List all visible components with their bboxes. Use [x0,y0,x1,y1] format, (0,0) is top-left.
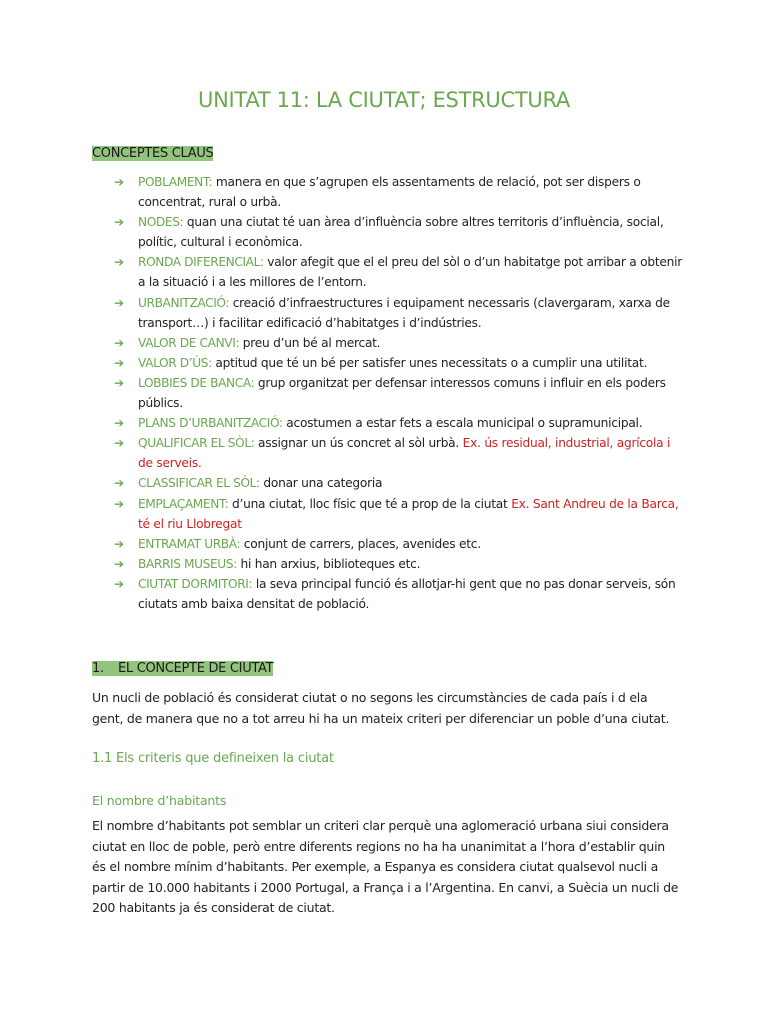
arrow-right-icon: ➔ [114,476,124,491]
concept-item [92,534,682,554]
arrow-right-icon: ➔ [114,496,124,511]
concept-term: PLANS D’URBANITZACIÓ: [138,416,283,431]
arrow-right-icon: ➔ [114,255,124,270]
concept-item [92,293,682,333]
arrow-right-icon: ➔ [114,536,124,551]
arrow-right-icon: ➔ [114,576,124,591]
subsubsection-heading: El nombre d’habitants [92,793,227,808]
concept-term: EMPLAÇAMENT: [138,496,229,511]
concept-item [92,473,682,493]
concept-item [92,554,682,574]
arrow-right-icon: ➔ [114,556,124,571]
concept-item [92,413,682,433]
concept-definition: d’una ciutat, lloc físic que té a prop de la ciutat [228,496,512,511]
concept-definition: hi han arxius, biblioteques etc. [236,556,421,571]
concept-term: LOBBIES DE BANCA: [138,375,255,390]
concept-definition: manera en que s’agrupen els assentaments de relació, pot ser dispers o concentrat, rural o urbà. [138,175,641,210]
subsection-heading: 1.1 Els criteris que defineixen la ciutat [92,751,334,766]
concept-item [92,252,682,292]
section1-heading [92,661,273,676]
arrow-right-icon: ➔ [114,355,124,370]
concept-definition: la seva principal funció és allotjar-hi gent que no pas donar serveis, són ciutats amb baixa densitat de població. [138,576,676,611]
concept-definition: creació d’infraestructures i equipament necessaris (clavergaram, xarxa de transport…) i facilitar edificació d’habitatges i d’indústries. [138,295,670,330]
concept-definition: preu d’un bé al mercat. [239,335,381,350]
concept-item [92,373,682,413]
arrow-right-icon: ➔ [114,335,124,350]
concept-term: VALOR D’ÚS: [138,355,212,370]
concepts-list [92,172,682,614]
concept-term: QUALIFICAR EL SÒL: [138,436,255,451]
concepts-heading-text: CONCEPTES CLAUS [92,146,214,161]
concept-term: RONDA DIFERENCIAL: [138,255,264,270]
concept-definition: donar una categoria [259,476,383,491]
concept-example: Ex. Sant Andreu de la Barca, té el riu Llobregat [138,496,679,531]
concept-item [92,353,682,373]
concept-item [92,212,682,252]
arrow-right-icon: ➔ [114,215,124,230]
concept-example: Ex. ús residual, industrial, agrícola i de serveis. [138,436,671,471]
concept-term: ENTRAMAT URBÀ: [138,536,241,551]
page-title: UNITAT 11: LA CIUTAT; ESTRUCTURA [198,88,570,112]
concept-term: BARRIS MUSEUS: [138,556,237,571]
section1-number: 1. [92,661,104,676]
concept-definition: conjunt de carrers, places, avenides etc. [240,536,481,551]
concept-item [92,333,682,353]
concept-item [92,172,682,212]
concept-item [92,433,682,473]
concepts-heading [92,146,213,161]
concept-definition: acostumen a estar fets a escala municipal o supramunicipal. [282,416,643,431]
arrow-right-icon: ➔ [114,175,124,189]
concept-item [92,574,682,614]
concept-term: CIUTAT DORMITORI: [138,576,253,591]
section1-heading-text [92,661,273,676]
concept-term: CLASSIFICAR EL SÒL: [138,476,260,491]
arrow-right-icon: ➔ [114,416,124,431]
habitants-paragraph: El nombre d’habitants pot semblar un criteri clar perquè una aglomeració urbana siui considera ciutat en lloc de poble, però entre diferents regions no ha ha unanimitat a l’hora d’establir quin és el nombre mínim d’habitants. Per exemple, a Espanya es considera ciutat qualsevol nucli a partir de 10.000 habitants i 2000 Portugal, a França i a l’Argentina. En canvi, a Suècia un nucli de 200 habitants ja és considerat de ciutat. [92,818,679,915]
arrow-right-icon: ➔ [114,436,124,451]
concept-definition: grup organitzat per defensar interessos comuns i influir en els poders públics. [138,375,666,411]
section1-paragraph: Un nucli de població és considerat ciutat o no segons les circumstàncies de cada país i d ela gent, de manera que no a tot arreu hi ha un mateix criteri per diferenciar un poble d’una ciutat. [92,690,670,726]
concept-term: NODES: [138,215,184,230]
concept-term: URBANITZACIÓ: [138,295,230,310]
concept-term: POBLAMENT: [138,175,213,189]
concept-definition: quan una ciutat té uan àrea d’influència sobre altres territoris d’influència, social, polític, cultural i econòmica. [138,215,664,250]
concept-definition: assignar un ús concret al sòl urbà. [254,436,463,451]
concept-definition: aptitud que té un bé per satisfer unes necessitats o a cumplir una utilitat. [211,355,648,370]
arrow-right-icon: ➔ [114,375,124,390]
arrow-right-icon: ➔ [114,295,124,310]
section1-title: EL CONCEPTE DE CIUTAT [118,661,274,676]
concept-term: VALOR DE CANVI: [138,335,240,350]
concept-definition: valor afegit que el el preu del sòl o d’un habitatge pot arribar a obtenir a la situació i a les millores de l’entorn. [138,255,682,290]
concept-item [92,494,682,534]
